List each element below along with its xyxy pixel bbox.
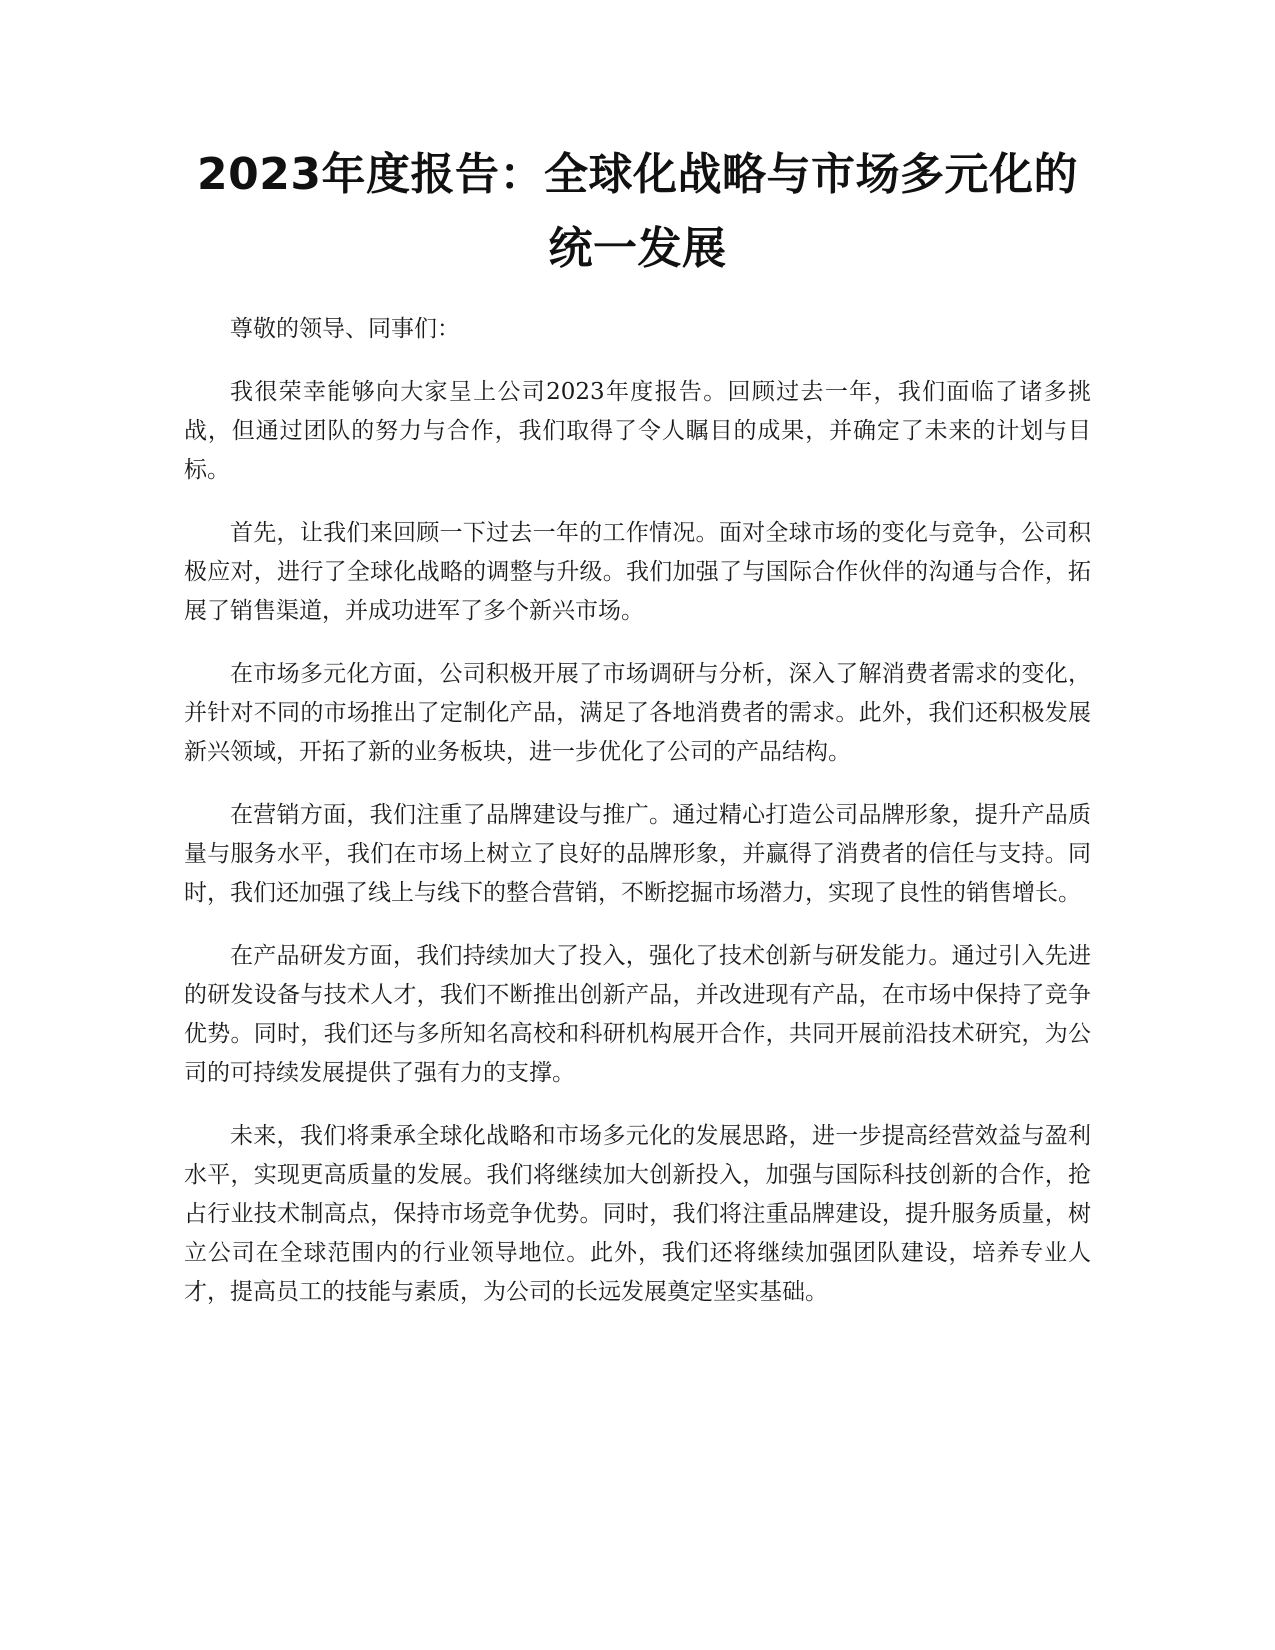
marketing-paragraph: 在营销方面，我们注重了品牌建设与推广。通过精心打造公司品牌形象，提升产品质量与服务水平，我们在市场上树立了良好的品牌形象，并赢得了消费者的信任与支持。同时，我们还加强了线上与线下的整合营销，不断挖掘市场潜力，实现了良性的销售增长。 xyxy=(184,802,1091,906)
document-title xyxy=(185,138,1090,286)
future-plan-paragraph: 未来，我们将秉承全球化战略和市场多元化的发展思路，进一步提高经营效益与盈利水平，实现更高质量的发展。我们将继续加大创新投入，加强与国际科技创新的合作，抢占行业技术制高点，保持市场竞争优势。同时，我们将注重品牌建设，提升服务质量，树立公司在全球范围内的行业领导地位。此外，我们还将继续加强团队建设，培养专业人才，提高员工的技能与素质，为公司的长远发展奠定坚实基础。 xyxy=(184,1123,1091,1305)
title-line-2: 统一发展 xyxy=(548,223,727,274)
document-body xyxy=(184,310,1091,1336)
product-rd-paragraph: 在产品研发方面，我们持续加大了投入，强化了技术创新与研发能力。通过引入先进的研发设备与技术人才，我们不断推出创新产品，并改进现有产品，在市场中保持了竞争优势。同时，我们还与多所知名高校和科研机构展开合作，共同开展前沿技术研究，为公司的可持续发展提供了强有力的支撑。 xyxy=(184,943,1091,1086)
salutation-paragraph: 尊敬的领导、同事们： xyxy=(230,316,460,342)
title-line-1: 2023年度报告：全球化战略与市场多元化的 xyxy=(197,149,1078,200)
intro-paragraph: 我很荣幸能够向大家呈上公司2023年度报告。回顾过去一年，我们面临了诸多挑战，但通过团队的努力与合作，我们取得了令人瞩目的成果，并确定了未来的计划与目标。 xyxy=(184,379,1091,483)
market-diversification-paragraph: 在市场多元化方面，公司积极开展了市场调研与分析，深入了解消费者需求的变化，并针对不同的市场推出了定制化产品，满足了各地消费者的需求。此外，我们还积极发展新兴领域，开拓了新的业务板块，进一步优化了公司的产品结构。 xyxy=(184,661,1091,765)
review-paragraph: 首先，让我们来回顾一下过去一年的工作情况。面对全球市场的变化与竞争，公司积极应对，进行了全球化战略的调整与升级。我们加强了与国际合作伙伴的沟通与合作，拓展了销售渠道，并成功进军了多个新兴市场。 xyxy=(184,520,1091,624)
